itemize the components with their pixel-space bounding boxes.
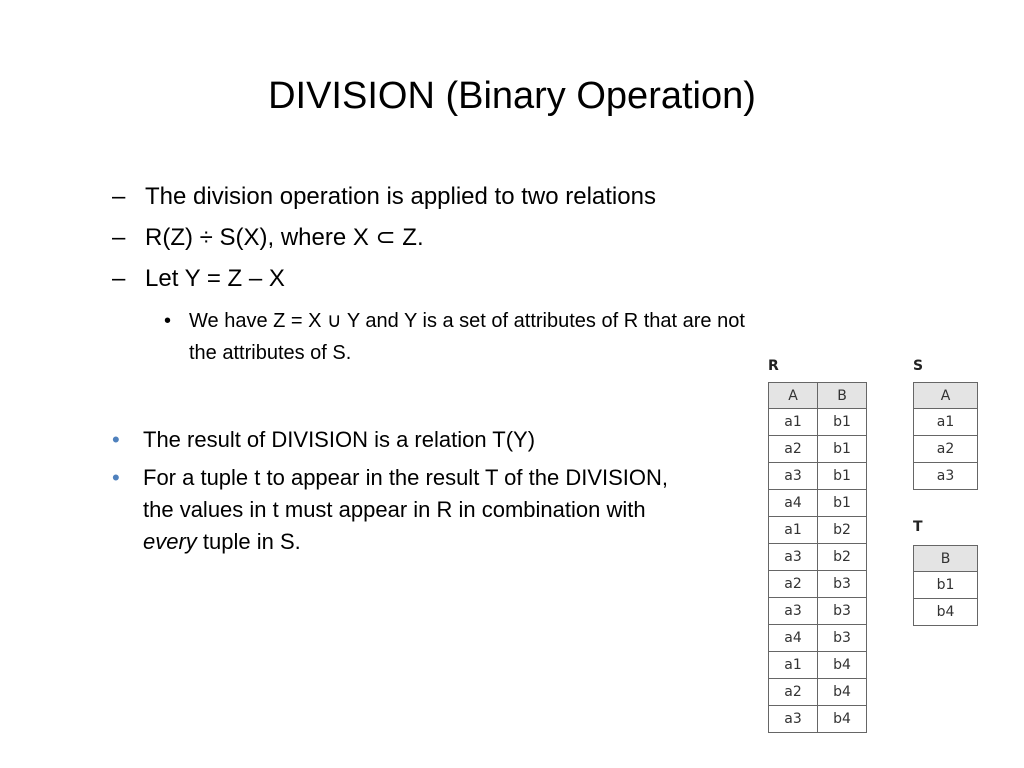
dot-bullet-marker: • xyxy=(112,465,120,490)
table-cell: a1 xyxy=(769,517,818,544)
table-cell: b1 xyxy=(818,436,867,463)
column-header: A xyxy=(769,383,818,409)
table-cell: a1 xyxy=(769,652,818,679)
table-row xyxy=(769,679,867,706)
table-cell: b4 xyxy=(914,599,978,626)
table-cell: a4 xyxy=(769,490,818,517)
dot-bullet-list xyxy=(112,424,672,564)
dot-bullet-item xyxy=(112,462,672,558)
table-row xyxy=(914,463,978,490)
relation-table-s xyxy=(913,382,978,490)
table-row xyxy=(914,572,978,599)
dash-bullet-text: Let Y = Z – X xyxy=(145,265,285,292)
dot-bullet-text: The result of DIVISION is a relation T(Y) xyxy=(143,427,536,452)
dot-bullet-marker: • xyxy=(112,427,120,452)
table-row xyxy=(769,625,867,652)
table-cell: b4 xyxy=(818,679,867,706)
table-cell: b3 xyxy=(818,625,867,652)
dash-bullet-text: The division operation is applied to two relations xyxy=(145,183,656,210)
dash-marker: – xyxy=(112,265,126,292)
table-header-row xyxy=(914,383,978,409)
table-cell: b1 xyxy=(818,463,867,490)
table-cell: a3 xyxy=(769,544,818,571)
column-header: B xyxy=(914,546,978,572)
table-cell: b1 xyxy=(914,572,978,599)
table-cell: a2 xyxy=(769,571,818,598)
table-row xyxy=(769,463,867,490)
table-header-row xyxy=(914,546,978,572)
table-cell: a3 xyxy=(769,463,818,490)
column-header: A xyxy=(914,383,978,409)
table-row xyxy=(914,436,978,463)
dash-bullet-list xyxy=(112,182,872,369)
emphasis-text: every xyxy=(143,529,197,554)
table-row xyxy=(769,436,867,463)
table-row xyxy=(769,598,867,625)
sub-bullet-item xyxy=(164,305,889,369)
dot-bullet-item xyxy=(112,424,672,456)
dash-marker: – xyxy=(112,183,126,210)
table-cell: a2 xyxy=(769,679,818,706)
sub-bullet-marker: • xyxy=(164,310,172,332)
column-header: B xyxy=(818,383,867,409)
table-cell: a3 xyxy=(769,706,818,733)
dash-marker: – xyxy=(112,224,126,251)
table-cell: b2 xyxy=(818,517,867,544)
dash-bullet-item xyxy=(112,182,872,223)
table-cell: a2 xyxy=(769,436,818,463)
slide-title: DIVISION (Binary Operation) xyxy=(268,75,756,117)
dash-bullet-text: R(Z) ÷ S(X), where X ⊂ Z. xyxy=(145,224,424,251)
table-cell: b1 xyxy=(818,409,867,436)
table-row xyxy=(769,409,867,436)
table-row xyxy=(914,599,978,626)
table-cell: b4 xyxy=(818,652,867,679)
relation-table-r xyxy=(768,382,867,733)
table-cell: a4 xyxy=(769,625,818,652)
sub-bullet-line: the attributes of S. xyxy=(189,342,352,364)
table-row xyxy=(769,652,867,679)
table-row xyxy=(769,706,867,733)
table-label-t: T xyxy=(913,519,923,535)
table-row xyxy=(769,544,867,571)
table-label-r: R xyxy=(768,358,779,374)
table-cell: b1 xyxy=(818,490,867,517)
table-cell: b2 xyxy=(818,544,867,571)
table-cell: a3 xyxy=(914,463,978,490)
table-cell: b3 xyxy=(818,598,867,625)
relation-table-t xyxy=(913,545,978,626)
table-cell: a1 xyxy=(769,409,818,436)
dash-bullet-item xyxy=(112,264,872,305)
table-cell: a2 xyxy=(914,436,978,463)
table-cell: b4 xyxy=(818,706,867,733)
table-row xyxy=(769,490,867,517)
table-cell: a1 xyxy=(914,409,978,436)
dot-bullet-text: For a tuple t to appear in the result T of the DIVISION, the values in t must appear in R in combination with xyxy=(143,465,669,522)
table-cell: b3 xyxy=(818,571,867,598)
table-header-row xyxy=(769,383,867,409)
table-row xyxy=(914,409,978,436)
sub-bullet-line: We have Z = X ∪ Y and Y is a set of attributes of R that are not xyxy=(189,310,745,332)
table-row xyxy=(769,517,867,544)
table-label-s: S xyxy=(913,358,924,374)
table-cell: a3 xyxy=(769,598,818,625)
dash-bullet-item xyxy=(112,223,872,264)
dot-bullet-text: tuple in S. xyxy=(196,529,301,554)
table-row xyxy=(769,571,867,598)
